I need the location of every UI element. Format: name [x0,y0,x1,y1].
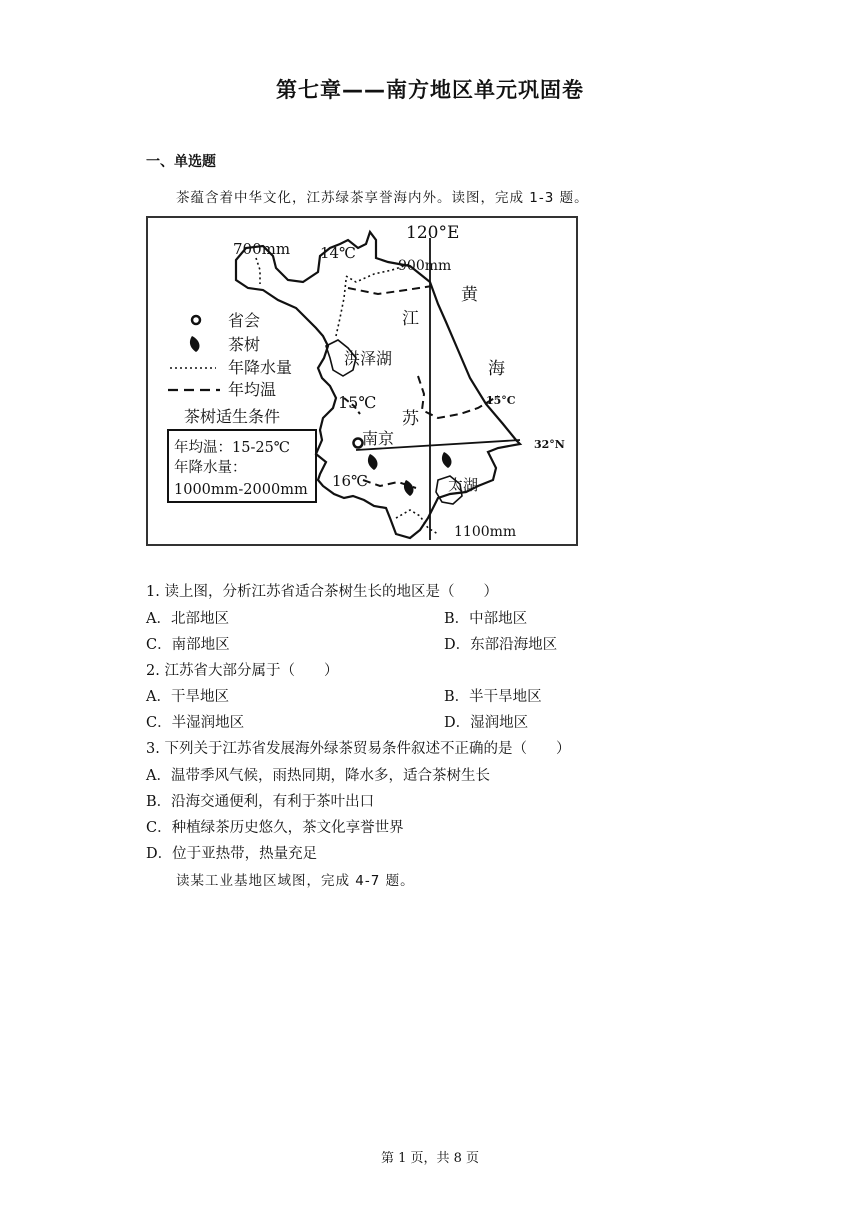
question-option[interactable]: D．位于亚热带，热量充足 [146,846,318,862]
page-footer: 第 1 页，共 8 页 [380,1151,480,1166]
question-stem: 1. 读上图，分析江苏省适合茶树生长的地区是（ ） [146,584,498,600]
sea-label-1: 黄 [461,285,478,305]
nanjing-label: 南京 [362,429,395,448]
question-option[interactable]: A．干旱地区 [146,689,229,705]
legend-tea-icon [190,336,200,352]
isohyet-1100 [396,510,438,534]
isohyet-700-label: 700mm [233,240,291,258]
conditions-line-3: 1000mm-2000mm [174,482,308,498]
map-legend [168,311,292,399]
intro-text-2: 读某工业基地区域图，完成 4-7 题。 [176,873,415,889]
isohyet-700 [256,258,260,284]
question-option[interactable]: A．温带季风气候，雨热同期，降水多，适合茶树生长 [146,768,490,784]
legend-temp-label: 年均温 [228,380,277,399]
section-heading: 一、单选题 [146,154,216,170]
page-title: 第七章——南方地区单元巩固卷 [276,78,584,102]
question-option[interactable]: C．半湿润地区 [146,715,245,731]
legend-tea-label: 茶树 [228,335,261,354]
longitude-label: 120°E [406,223,460,243]
isotherm-14 [348,286,432,294]
tea-icon [442,452,452,468]
sea-label-2: 海 [488,359,505,379]
temp-16-label: 16℃ [332,472,368,490]
legend-capital-icon [192,316,200,324]
tea-icon [368,454,378,470]
conditions-line-2: 年降水量： [174,460,247,476]
legend-capital-label: 省会 [228,311,261,330]
conditions-line-1: 年均温：15-25℃ [174,440,291,456]
taihu-lake-label: 太湖 [448,476,479,494]
question-option[interactable]: A．北部地区 [146,611,229,627]
question-stem: 3. 下列关于江苏省发展海外绿茶贸易条件叙述不正确的是（ ） [146,741,571,757]
hongze-lake-label: 洪泽湖 [344,349,393,368]
temp-15-left-label: 15℃ [338,393,377,412]
question-option[interactable]: B．沿海交通便利，有利于茶叶出口 [146,794,375,810]
jiangsu-map [148,218,576,544]
isohyet-900-south [336,280,346,336]
isohyet-1100-label: 1100mm [454,524,517,540]
province-label-2: 苏 [402,409,419,429]
question-option[interactable]: B．中部地区 [444,611,528,627]
tea-tree-marks [368,452,452,496]
isohyet-900-label: 900mm [398,258,452,274]
legend-precip-label: 年降水量 [228,358,293,377]
temp-14-label: 14℃ [320,244,356,262]
question-stem: 2. 江苏省大部分属于（ ） [146,663,339,679]
province-label-1: 江 [402,309,419,329]
intro-text-1: 茶蕴含着中华文化，江苏绿茶享誉海内外。读图，完成 1-3 题。 [176,190,589,206]
temp-15-right-label: 15°C [486,394,516,407]
jiangsu-map-figure [146,216,578,546]
tea-icon [404,480,414,496]
question-option[interactable]: D．湿润地区 [444,715,529,731]
question-option[interactable]: C．南部地区 [146,637,230,653]
question-option[interactable]: B．半干旱地区 [444,689,542,705]
question-option[interactable]: D．东部沿海地区 [444,637,558,653]
conditions-title: 茶树适生条件 [184,407,281,426]
tea-conditions-box [168,407,316,502]
latitude-label: 32°N [534,438,565,451]
question-option[interactable]: C．种植绿茶历史悠久，茶文化享誉世界 [146,820,404,836]
